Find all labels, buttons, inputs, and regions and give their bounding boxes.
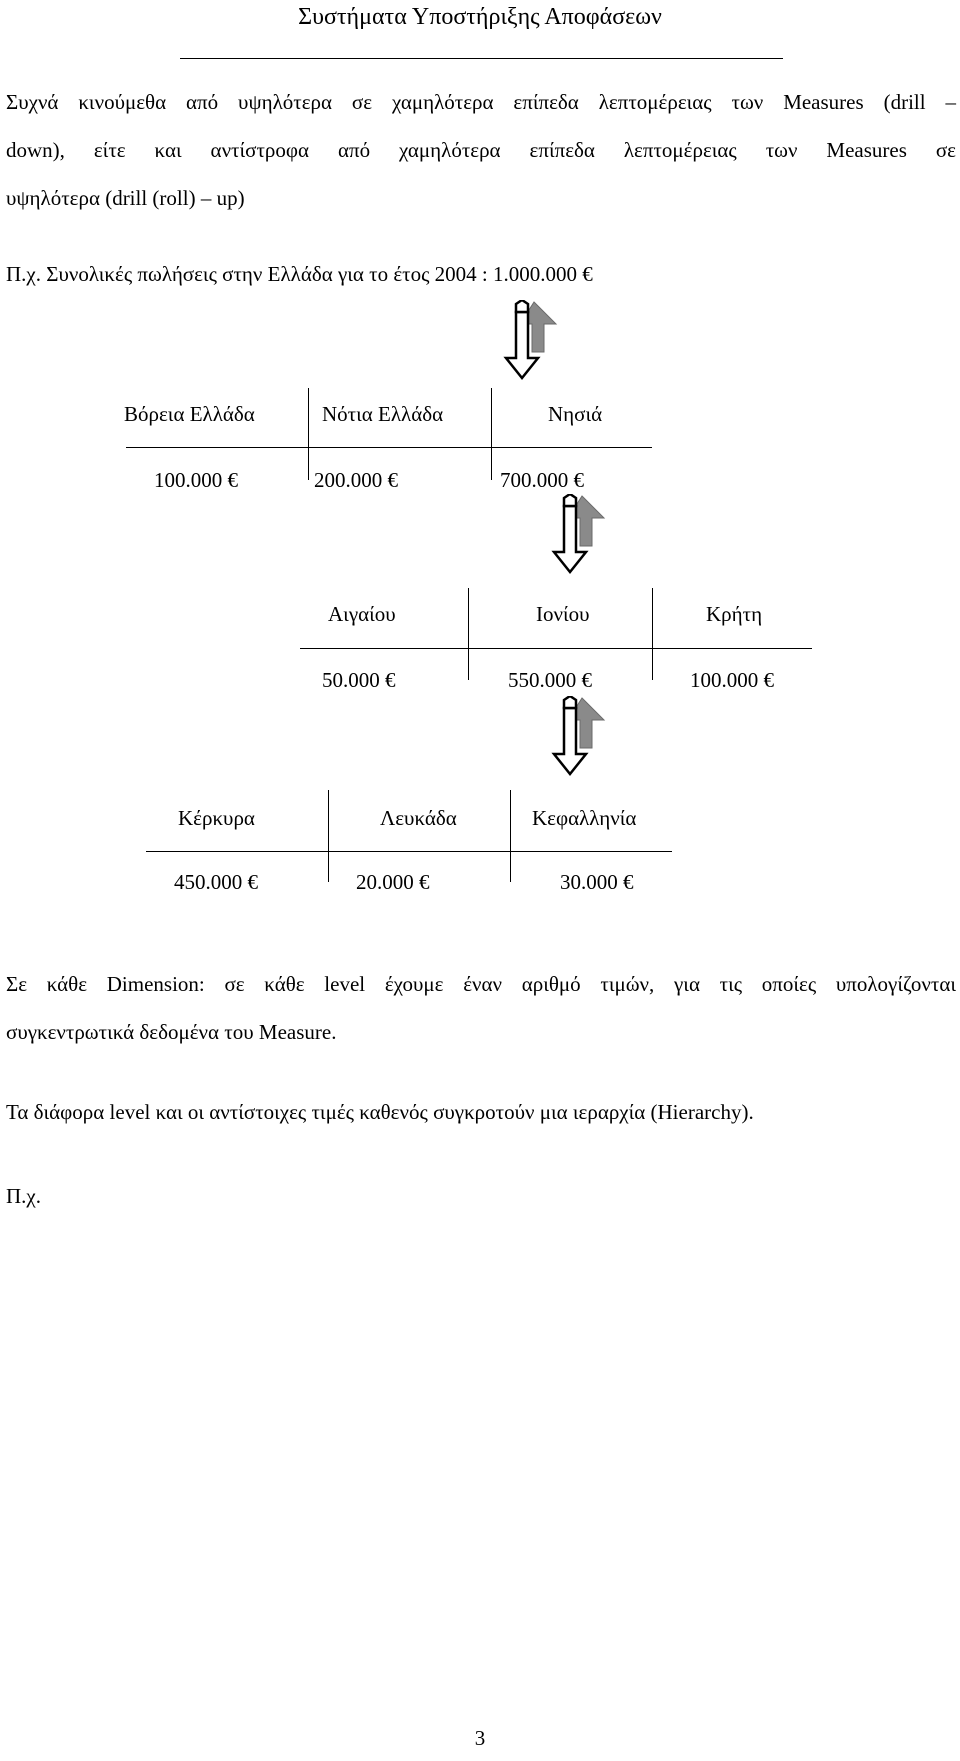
level3-header-kefalonia: Κεφαλληνία bbox=[532, 806, 637, 830]
intro-line-1: Συχνά κινούμεθα από υψηλότερα σε χαμηλότερα επίπεδα λεπτομέρειας των Measures (drill – bbox=[6, 90, 956, 114]
header-divider bbox=[180, 58, 783, 59]
level3-header-lefkada: Λευκάδα bbox=[380, 806, 457, 830]
level1-divider-1 bbox=[308, 388, 309, 480]
level3-value-kefalonia: 30.000 € bbox=[560, 870, 634, 894]
dimension-line-2: συγκεντρωτικά δεδομένα του Measure. bbox=[6, 1020, 337, 1044]
level3-header-corfu: Κέρκυρα bbox=[178, 806, 255, 830]
example-label: Π.χ. bbox=[6, 1184, 41, 1208]
level1-header-islands: Νησιά bbox=[548, 402, 603, 426]
up-down-arrow-icon bbox=[546, 696, 610, 778]
level2-header-rule bbox=[300, 648, 812, 649]
level1-header-rule bbox=[126, 447, 652, 448]
level2-divider-2 bbox=[652, 588, 653, 680]
up-down-arrow-icon bbox=[546, 494, 610, 576]
level2-header-crete: Κρήτη bbox=[706, 602, 763, 626]
level3-value-lefkada: 20.000 € bbox=[356, 870, 430, 894]
intro-line-3: υψηλότερα (drill (roll) – up) bbox=[6, 186, 245, 210]
level3-divider-2 bbox=[510, 790, 511, 882]
level1-divider-2 bbox=[491, 388, 492, 480]
level3-value-corfu: 450.000 € bbox=[174, 870, 258, 894]
level3-divider-1 bbox=[328, 790, 329, 882]
level2-divider-1 bbox=[468, 588, 469, 680]
level2-header-ionian: Ιονίου bbox=[536, 602, 590, 626]
level3-header-rule bbox=[146, 851, 672, 852]
level1-value-islands: 700.000 € bbox=[500, 468, 584, 492]
intro-line-2: down), είτε και αντίστροφα από χαμηλότερα επίπεδα λεπτομέρειας των Measures σε bbox=[6, 138, 956, 162]
level1-header-north: Βόρεια Ελλάδα bbox=[124, 402, 255, 426]
level2-value-crete: 100.000 € bbox=[690, 668, 774, 692]
up-down-arrow-icon bbox=[498, 300, 562, 382]
example-total-line: Π.χ. Συνολικές πωλήσεις στην Ελλάδα για το έτος 2004 : 1.000.000 € bbox=[6, 262, 593, 286]
level1-value-north: 100.000 € bbox=[154, 468, 238, 492]
level1-value-south: 200.000 € bbox=[314, 468, 398, 492]
level2-value-ionian: 550.000 € bbox=[508, 668, 592, 692]
hierarchy-line: Τα διάφορα level και οι αντίστοιχες τιμές καθενός συγκροτούν μια ιεραρχία (Hierarchy). bbox=[6, 1100, 754, 1124]
level2-header-aegean: Αιγαίου bbox=[328, 602, 396, 626]
page-number: 3 bbox=[474, 1726, 486, 1750]
level1-header-south: Νότια Ελλάδα bbox=[322, 402, 444, 426]
level2-value-aegean: 50.000 € bbox=[322, 668, 396, 692]
dimension-line-1: Σε κάθε Dimension: σε κάθε level έχουμε έναν αριθμό τιμών, για τις οποίες υπολογίζονται bbox=[6, 972, 956, 996]
page-header-title: Συστήματα Υποστήριξης Αποφάσεων bbox=[298, 4, 662, 30]
